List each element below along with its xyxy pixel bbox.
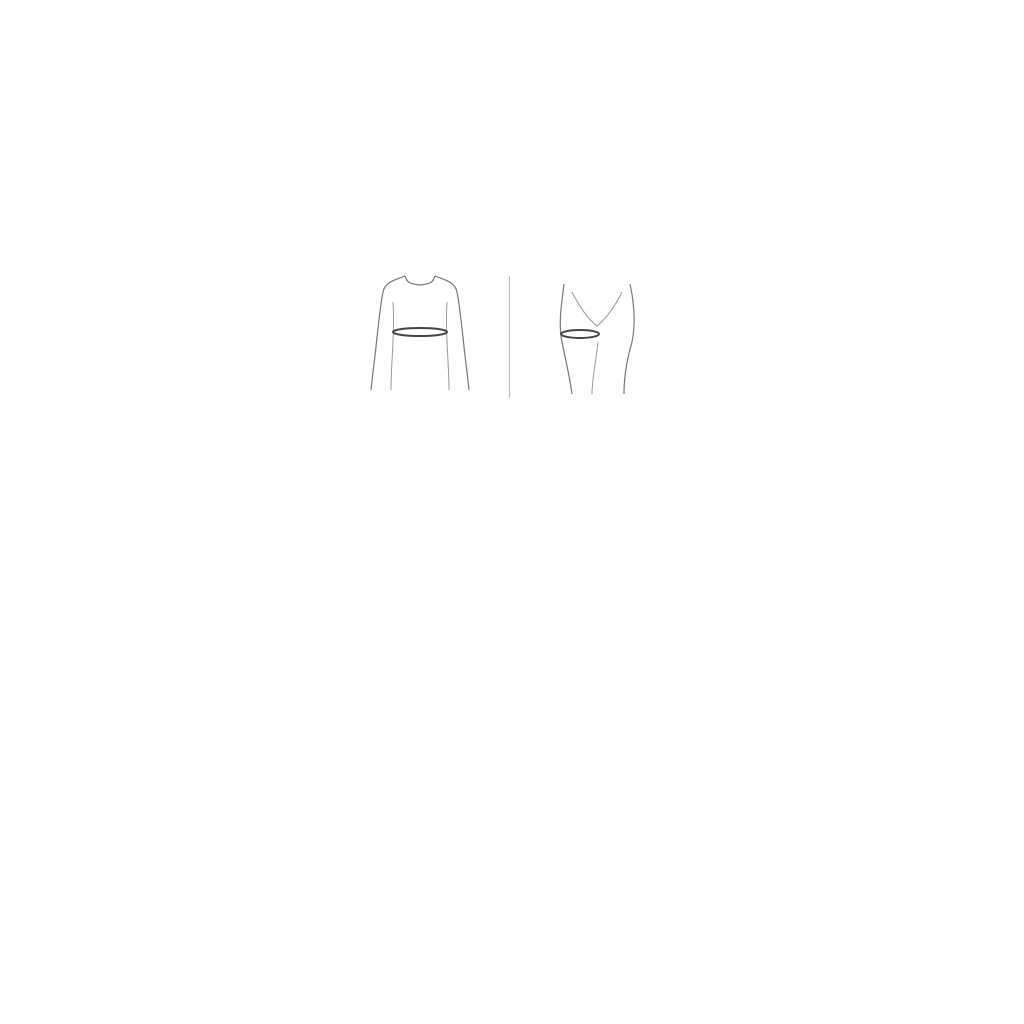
- thigh-measurement-figure: [552, 282, 642, 396]
- figure-divider: [509, 276, 510, 398]
- waist-measurement-figure: [365, 272, 475, 396]
